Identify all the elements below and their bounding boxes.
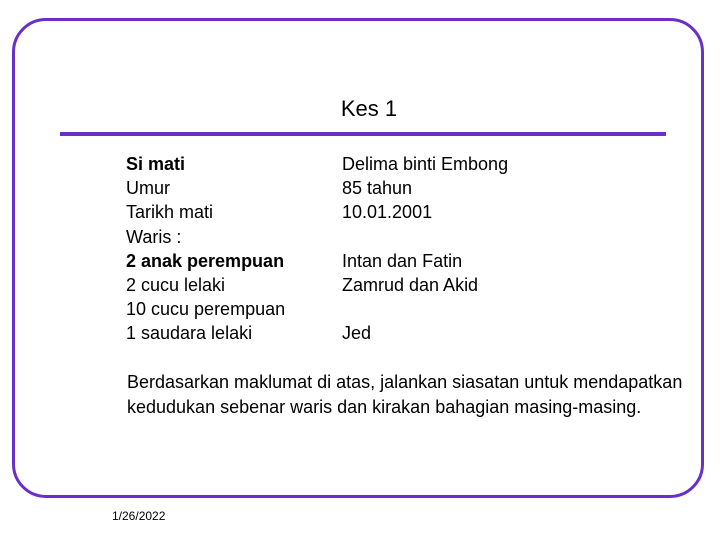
value-date-of-death: 10.01.2001 — [342, 202, 433, 223]
heir-daughters: 2 anak perempuan — [126, 250, 285, 271]
label-date-of-death: Tarikh mati — [126, 202, 214, 223]
label-heirs: Waris : — [126, 226, 182, 247]
slide-date: 1/26/2022 — [112, 509, 166, 523]
heir-brother: 1 saudara lelaki — [126, 323, 253, 344]
heir-granddaughters: 10 cucu perempuan — [126, 299, 286, 320]
value-daughters-names: Intan dan Fatin — [342, 250, 463, 271]
label-deceased: Si mati — [126, 154, 186, 174]
heir-grandsons: 2 cucu lelaki — [126, 274, 226, 295]
title-divider — [60, 132, 666, 136]
value-spacer — [342, 225, 508, 249]
value-deceased-name: Delima binti Embong — [342, 154, 509, 174]
value-brother-name: Jed — [342, 323, 372, 344]
right-column — [342, 152, 508, 346]
value-grandsons-names: Zamrud dan Akid — [342, 274, 479, 295]
left-column — [126, 152, 285, 346]
value-age: 85 tahun — [342, 178, 413, 199]
instruction-paragraph: Berdasarkan maklumat di atas, jalankan siasatan untuk mendapatkan kedudukan sebenar waris dan kirakan bahagian masing-masing. — [127, 372, 683, 417]
slide-title: Kes 1 — [340, 96, 398, 121]
label-age: Umur — [126, 178, 170, 199]
value-spacer-2 — [342, 297, 508, 321]
